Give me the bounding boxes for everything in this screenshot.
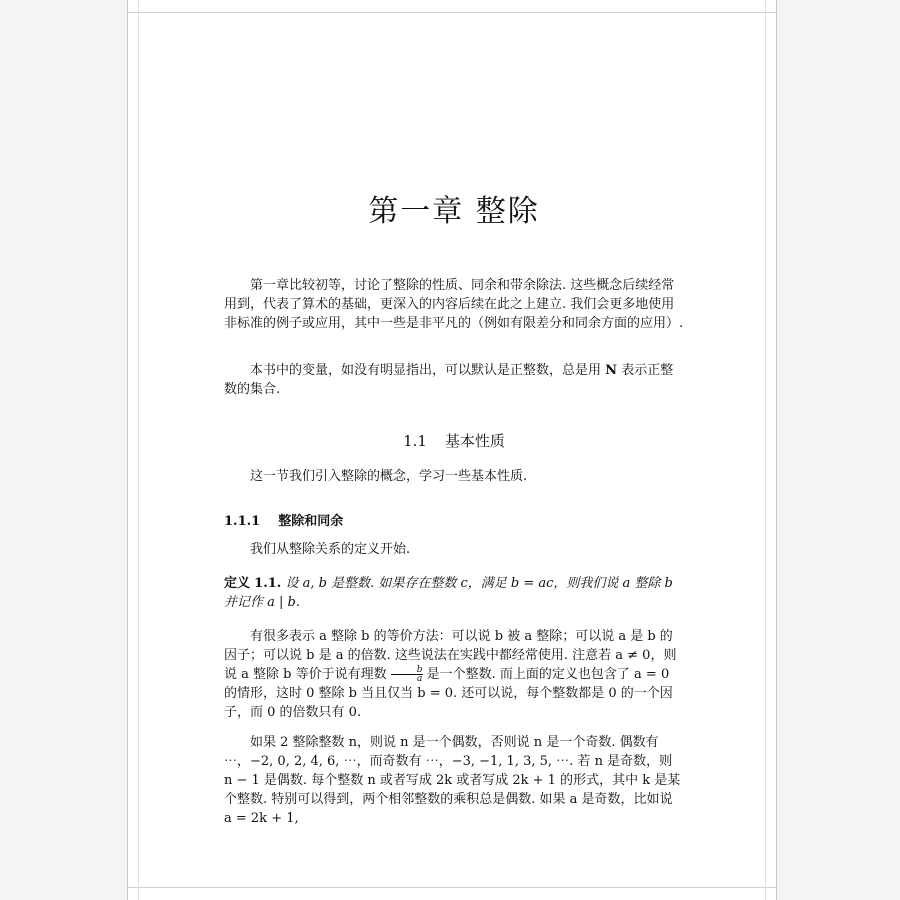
section-heading [224,430,684,451]
subsection-title-text: 整除和同余 [278,514,344,529]
intro-p2-post: 表示正整数的集合. [224,363,674,397]
paragraph-divisibility-head: 有很多表示 a 整除 b 的等价方法：可以说 b 被 a 整除；可以说 a 是 b 的因子；可以说 b 是 a 的倍数. 这些说法在实践中都经常使用. 注意若 a ≠ 0，则说 a 整除 b 等价于说有理数 [224,629,677,682]
paragraph-divisibility-tail: 是一个整数. 而上面的定义也包含了 a = 0 的情形，这时 0 整除 b 当且仅当 b = 0. 还可以说，每个整数都是 0 的一个因子，而 0 的倍数只有 0. [224,667,673,720]
fraction-denominator: a [391,674,423,683]
page-left-rule [138,0,139,900]
section-title-text: 基本性质 [444,432,505,450]
subsection-number: 1.1.1 [224,514,261,529]
subsection-intro: 我们从整除关系的定义开始. [250,542,411,557]
section-intro: 这一节我们引入整除的概念，学习一些基本性质. [250,469,528,484]
definition-text: 设 a, b 是整数. 如果存在整数 c，满足 b = ac，则我们说 a 整除 b 并记作 a | b. [224,576,673,610]
page-right-rule [765,0,766,900]
section-number: 1.1 [403,432,427,450]
paragraph-divisibility [224,627,684,722]
intro-paragraph-2 [224,361,684,399]
definition-1-1 [224,574,684,612]
chapter-title: 第一章 整除 [368,194,540,229]
paragraph-even-odd: 如果 2 整除整数 n，则说 n 是一个偶数，否则说 n 是一个奇数. 偶数有 ⋯，−2, 0, 2, 4, 6, ⋯，而奇数有 ⋯，−3, −1, 1, 3, 5, ⋯. 若 n 是奇数，则 n − 1 是偶数. 每个整数 n 或者写成 2k 或者写成 2k + 1 的形式，其中 k 是某个整数. 特别可以得到，两个相邻整数的乘积总是偶数. 如果 a 是奇数，比如说 a = 2k + 1, [224,735,681,826]
fraction-b-over-a [391,666,423,683]
fraction-numerator: b [416,665,423,675]
page-top-rule [128,12,776,13]
intro-paragraph-1: 第一章比较初等，讨论了整除的性质、同余和带余除法. 这些概念后续经常用到，代表了算术的基础，更深入的内容后续在此之上建立. 我们会更多地使用非标准的例子或应用，其中一些是非平凡的（例如有限差分和同余方面的应用）. [224,278,684,331]
page-bottom-rule [128,887,776,888]
definition-number: 1.1. [254,576,282,591]
document-page [127,0,777,900]
intro-p2-pre: 本书中的变量，如没有明显指出，可以默认是正整数，总是用 [250,363,602,378]
natural-numbers-symbol: N [605,363,618,378]
definition-label: 定义 [224,576,251,591]
subsection-heading [224,510,343,529]
